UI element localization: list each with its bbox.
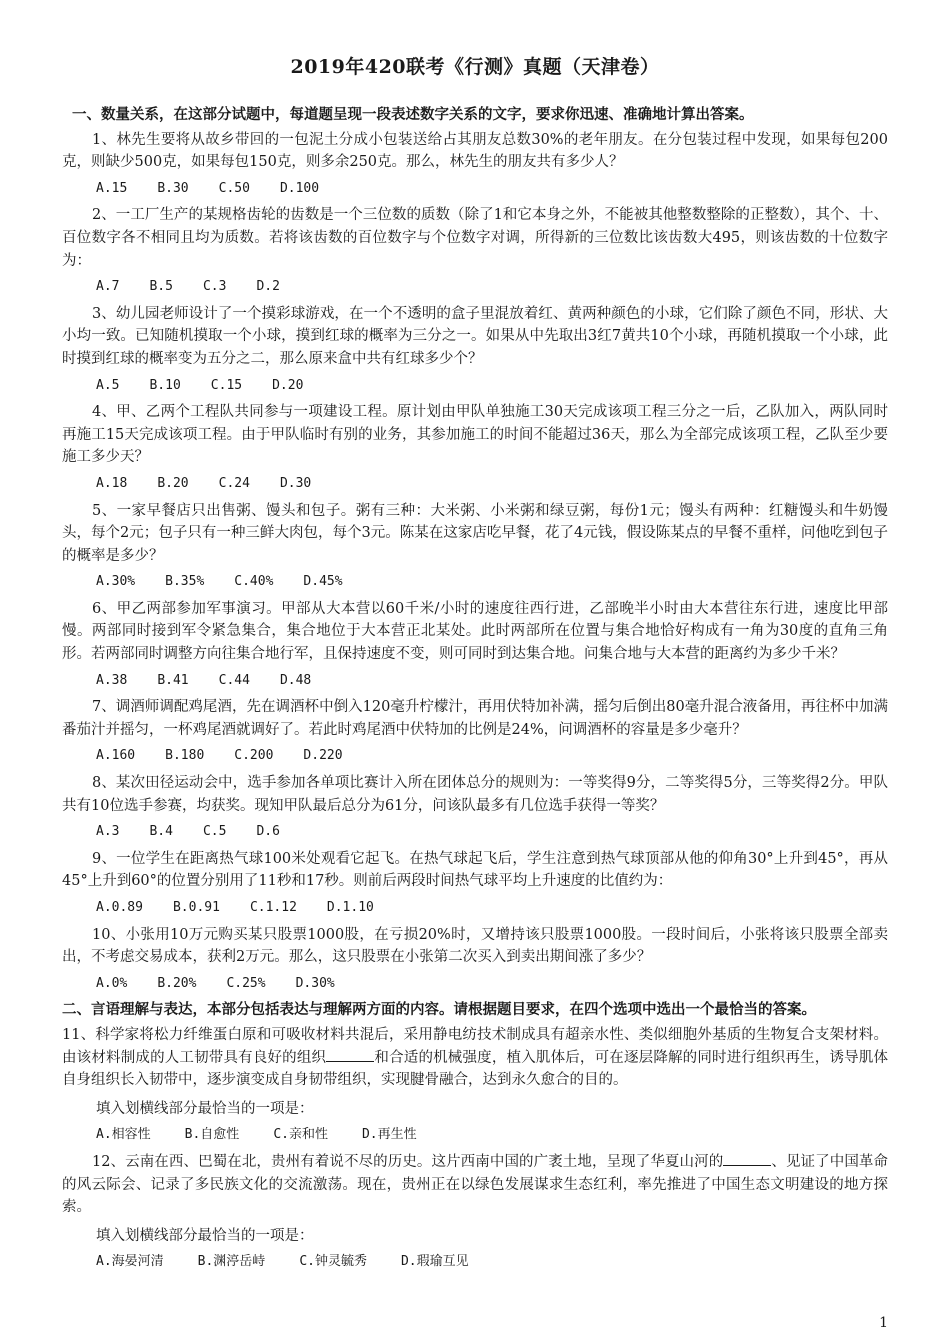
option: B.20 — [157, 475, 189, 491]
option: C.24 — [218, 475, 250, 491]
option: B.5 — [149, 279, 173, 295]
option: A.海晏河清 — [96, 1254, 164, 1270]
option: A.160 — [96, 748, 136, 764]
option: A.0% — [96, 975, 128, 991]
option: C.3 — [202, 279, 227, 295]
option: D.2 — [256, 279, 280, 295]
option: A.38 — [96, 672, 128, 688]
option: C.50 — [218, 180, 250, 196]
option: C.25% — [226, 975, 266, 991]
question-7-options — [62, 745, 888, 768]
option: D.30 — [279, 475, 312, 491]
option: A.5 — [96, 377, 120, 393]
option: C.40% — [234, 574, 274, 590]
content-body — [62, 104, 888, 1278]
question-11-options — [62, 1124, 888, 1147]
answer-blank — [723, 1151, 771, 1166]
option: A.7 — [96, 279, 120, 295]
option: A.相容性 — [96, 1127, 151, 1143]
question-9-options — [62, 897, 888, 920]
question-list-quant — [62, 129, 888, 996]
question-7: 7、调酒师调配鸡尾酒，先在调酒杯中倒入120毫升柠檬汁，再用伏特加补满，摇匀后倒出80毫升混合液备用，再往杯中加满番茄汁并摇匀，一杯鸡尾酒就调好了。若此时鸡尾酒中伏特加的比例是24%，问调酒杯的容量是多少毫升？ — [62, 699, 888, 738]
option: C.钟灵毓秀 — [299, 1254, 367, 1270]
option: B.30 — [157, 180, 189, 196]
option: B.0.91 — [172, 900, 220, 915]
question-6: 6、甲乙两部参加军事演习。甲部从大本营以60千米/小时的速度往西行进，乙部晚半小时由大本营往东行进，速度比甲部慢。两部同时接到军令紧急集合，集合地位于大本营正北某处。此时两部所在位置与集合地恰好构成有一角为30度的直角三角形。若两部同时调整方向往集合地行军，且保持速度不变，则可同时到达集合地。问集合地与大本营的距离约为多少千米？ — [62, 600, 888, 663]
question-11-prompt: 填入划横线部分最恰当的一项是： — [96, 1100, 314, 1117]
option: B.10 — [149, 377, 181, 393]
page-number: 1 — [879, 1315, 888, 1331]
option: B.自愈性 — [184, 1127, 240, 1143]
question-12-text-a: 12、云南在西、巴蜀在北，贵州有着说不尽的历史。这片西南中国的广袤土地，呈现了华夏山河的 — [92, 1153, 724, 1170]
option: C.200 — [234, 748, 274, 764]
option: A.15 — [96, 180, 128, 196]
option: D.20 — [272, 377, 304, 393]
question-5-options — [62, 571, 888, 594]
option: A.3 — [96, 824, 120, 840]
option: B.41 — [157, 672, 189, 688]
question-12-options — [62, 1251, 888, 1274]
option: D.瑕瑜互见 — [400, 1254, 469, 1270]
option: D.100 — [279, 180, 320, 196]
question-9: 9、一位学生在距离热气球100米处观看它起飞。在热气球起飞后，学生注意到热气球顶部从他的仰角30°上升到45°，再从45°上升到60°的位置分别用了11秒和17秒。则前后两段时间热气球平均上升速度的比值约为： — [62, 850, 888, 890]
option: A.30% — [96, 574, 136, 590]
option: C.5 — [202, 824, 227, 840]
question-12-text-b: 、见证了中国革命的风云际会、记录了多民族文化的交流激荡。现在，贵州正在以绿色发展谋求生态红利，率先推进了中国生态文明建设的地方探索。 — [62, 1153, 888, 1216]
option: D.再生性 — [361, 1127, 417, 1143]
question-10-options — [62, 973, 888, 996]
question-11 — [62, 1024, 888, 1092]
option: D.220 — [303, 748, 343, 764]
question-11-text-b: 和合适的机械强度，植入肌体后，可在逐层降解的同时进行组织再生，诱导肌体自身组织长入韧带中，逐步演变成自身韧带组织，实现腱骨融合，达到永久愈合的目的。 — [62, 1049, 889, 1089]
question-8-options — [62, 821, 888, 844]
section-header-verbal: 二、言语理解与表达，本部分包括表达与理解两方面的内容。请根据题目要求，在四个选项中选出一个最恰当的答案。 — [62, 1001, 816, 1019]
section-header-quant: 一、数量关系，在这部分试题中，每道题呈现一段表述数字关系的文字，要求你迅速、准确地计算出答案。 — [72, 106, 754, 123]
option: C.44 — [218, 672, 250, 688]
option: A.0.89 — [96, 900, 143, 915]
question-5: 5、一家早餐店只出售粥、馒头和包子。粥有三种：大米粥、小米粥和绿豆粥，每份1元；馒头有两种：红糖馒头和牛奶馒头，每个2元；包子只有一种三鲜大肉包，每个3元。陈某在这家店吃早餐，花了4元钱，假设陈某点的早餐不重样，问他吃到包子的概率是多少？ — [62, 502, 888, 564]
question-1-options — [62, 178, 888, 201]
question-8: 8、某次田径运动会中，选手参加各单项比赛计入所在团体总分的规则为：一等奖得9分，二等奖得5分，三等奖得2分。甲队共有10位选手参赛，均获奖。现知甲队最后总分为61分，问该队最多有几位选手获得一等奖？ — [62, 775, 888, 814]
option: B.180 — [165, 748, 205, 764]
option: D.1.10 — [326, 900, 374, 915]
option: B.20% — [157, 975, 197, 991]
question-2-options — [62, 276, 888, 299]
question-12 — [62, 1151, 888, 1219]
question-10: 10、小张用10万元购买某只股票1000股，在亏损20%时，又增持该只股票1000股。一段时间后，小张将该只股票全部卖出，不考虑交易成本，获利2万元。那么，这只股票在小张第二次买入到卖出期间涨了多少？ — [62, 926, 888, 966]
answer-blank — [326, 1047, 374, 1062]
option: D.45% — [303, 574, 343, 590]
question-4-options — [62, 473, 888, 496]
question-6-options — [62, 670, 888, 693]
question-1: 1、林先生要将从故乡带回的一包泥土分成小包装送给占其朋友总数30%的老年朋友。在分包装过程中发现，如果每包200克，则缺少500克，如果每包150克，则多余250克。那么，林先生的朋友共有多少人？ — [62, 131, 888, 171]
option: B.4 — [149, 824, 173, 840]
question-3: 3、幼儿园老师设计了一个摸彩球游戏，在一个不透明的盒子里混放着红、黄两种颜色的小球，它们除了颜色不同，形状、大小均一致。已知随机摸取一个小球，摸到红球的概率为三分之一。如果从中先取出3红7黄共10个小球，再随机摸取一个小球，此时摸到红球的概率变为五分之二，那么原来盒中共有红球多少个？ — [62, 305, 888, 367]
option: D.30% — [295, 975, 335, 991]
page-title: 2019年420联考《行测》真题（天津卷） — [290, 56, 660, 78]
question-4: 4、甲、乙两个工程队共同参与一项建设工程。原计划由甲队单独施工30天完成该项工程三分之一后，乙队加入，两队同时再施工15天完成该项工程。由于甲队临时有别的业务，其参加施工的时间不能超过36天，那么为全部完成该项工程，乙队至少要施工多少天？ — [62, 404, 888, 466]
option: A.18 — [96, 475, 128, 491]
option: D.48 — [279, 672, 312, 688]
option: D.6 — [256, 824, 280, 840]
question-11-text-a: 11、科学家将松力纤维蛋白原和可吸收材料共混后，采用静电纺技术制成具有超亲水性、类似细胞外基质的生物复合支架材料。由该材料制成的人工韧带具有良好的组织 — [62, 1026, 888, 1066]
question-2: 2、一工厂生产的某规格齿轮的齿数是一个三位数的质数（除了1和它本身之外，不能被其他整数整除的正整数），其个、十、百位数字各不相同且均为质数。若将该齿数的百位数字与个位数字对调，所得新的三位数比该齿数大495，则该齿数的十位数字为： — [62, 207, 888, 269]
question-12-prompt: 填入划横线部分最恰当的一项是： — [96, 1227, 314, 1244]
option: C.亲和性 — [273, 1127, 328, 1143]
option: C.15 — [210, 377, 243, 393]
question-3-options — [62, 375, 888, 398]
option: B.35% — [165, 574, 205, 590]
option: B.渊渟岳峙 — [197, 1254, 266, 1270]
option: C.1.12 — [249, 900, 297, 915]
